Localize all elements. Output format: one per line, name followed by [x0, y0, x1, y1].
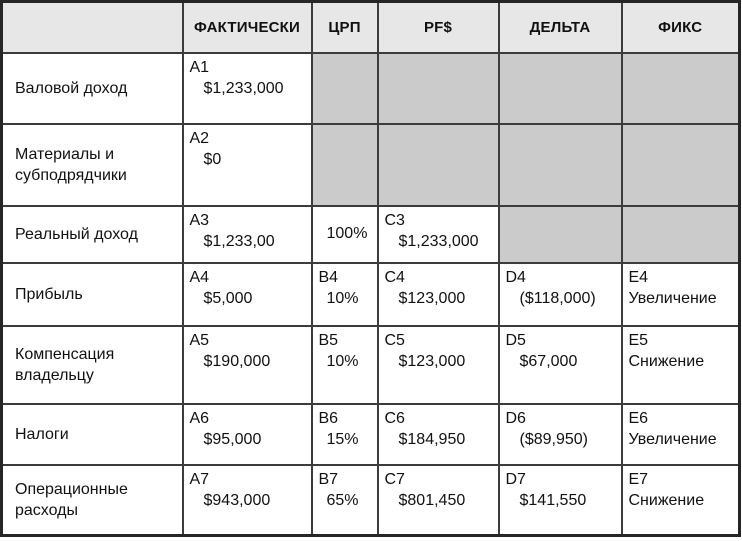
cell-code: A6 [189, 409, 210, 427]
cell-value: $943,000 [203, 491, 271, 509]
table-row [2, 404, 740, 465]
cell-A2 [183, 124, 312, 206]
cell-value: 65% [326, 491, 359, 509]
empty-cell [499, 206, 622, 263]
cell-B4 [312, 263, 378, 326]
cell-A4 [183, 263, 312, 326]
cell-C5 [378, 326, 499, 404]
cell-C7 [378, 465, 499, 536]
cell-code: B5 [318, 331, 339, 349]
cell-code: D4 [505, 268, 526, 286]
cell-C6 [378, 404, 499, 465]
cell-value: 10% [326, 352, 359, 370]
column-header-0 [2, 2, 183, 53]
empty-cell [312, 53, 378, 124]
cell-value: ($89,950) [519, 430, 588, 448]
row-label: Реальный доход [2, 206, 183, 263]
empty-cell [622, 124, 740, 206]
cell-E7 [622, 465, 740, 536]
column-header-3: PF$ [378, 2, 499, 53]
empty-cell [622, 206, 740, 263]
empty-cell [499, 124, 622, 206]
cell-B5 [312, 326, 378, 404]
cell-code: A5 [189, 331, 210, 349]
cell-code: A1 [189, 58, 210, 76]
cell-value: $184,950 [398, 430, 466, 448]
cell-value: $123,000 [398, 289, 466, 307]
column-header-5: ФИКС [622, 2, 740, 53]
empty-cell [499, 53, 622, 124]
cell-code: E7 [628, 470, 649, 488]
table-header [2, 2, 740, 53]
cell-code: B6 [318, 409, 339, 427]
cell-value: $1,233,000 [398, 232, 479, 250]
cell-value: $5,000 [203, 289, 253, 307]
table-row [2, 53, 740, 124]
cell-code: E5 [628, 331, 649, 349]
cell-E4 [622, 263, 740, 326]
cell-code: D6 [505, 409, 526, 427]
cell-A6 [183, 404, 312, 465]
cell-value: 100% [326, 225, 368, 242]
cell-value: Увеличение [628, 289, 717, 307]
row-label: Прибыль [2, 263, 183, 326]
cell-code: E4 [628, 268, 649, 286]
cell-value: $67,000 [519, 352, 578, 370]
cell-value: $1,233,000 [203, 79, 284, 97]
cell-value: $95,000 [203, 430, 262, 448]
header-row [2, 2, 740, 53]
row-label: Валовой доход [2, 53, 183, 124]
cell-value: Увеличение [628, 430, 717, 448]
cell-value: ($118,000) [519, 289, 596, 307]
cell-code: A4 [189, 268, 210, 286]
cell-B7 [312, 465, 378, 536]
table-row [2, 326, 740, 404]
cell-value: $190,000 [203, 352, 271, 370]
cell-E6 [622, 404, 740, 465]
empty-cell [312, 124, 378, 206]
column-header-2: ЦРП [312, 2, 378, 53]
cell-code: D5 [505, 331, 526, 349]
cell-code: E6 [628, 409, 649, 427]
cell-value: Снижение [628, 491, 705, 509]
cell-value: $141,550 [519, 491, 587, 509]
table-row [2, 465, 740, 536]
cell-D5 [499, 326, 622, 404]
cell-D7 [499, 465, 622, 536]
cell-code: C7 [384, 470, 405, 488]
table-body [2, 53, 740, 536]
cell-code: A7 [189, 470, 210, 488]
cell-code: C4 [384, 268, 405, 286]
cell-value: $1,233,00 [203, 232, 275, 250]
empty-cell [622, 53, 740, 124]
cell-value: $0 [203, 150, 222, 168]
cell-code: B7 [318, 470, 339, 488]
cell-value: $123,000 [398, 352, 466, 370]
cell-A3 [183, 206, 312, 263]
table-row [2, 263, 740, 326]
cell-code: A3 [189, 211, 210, 229]
empty-cell [378, 124, 499, 206]
cell-A1 [183, 53, 312, 124]
row-label: Операционные расходы [2, 465, 183, 536]
cell-value: 15% [326, 430, 359, 448]
cell-E5 [622, 326, 740, 404]
cell-code: B4 [318, 268, 339, 286]
cell-code: A2 [189, 129, 210, 147]
row-label: Компенсация владельцу [2, 326, 183, 404]
cell-r2c1 [312, 206, 378, 263]
cell-value: $801,450 [398, 491, 466, 509]
cell-code: C5 [384, 331, 405, 349]
cell-A5 [183, 326, 312, 404]
cell-code: C6 [384, 409, 405, 427]
cell-value: Снижение [628, 352, 705, 370]
cell-C4 [378, 263, 499, 326]
cell-C3 [378, 206, 499, 263]
cell-D4 [499, 263, 622, 326]
cell-B6 [312, 404, 378, 465]
row-label: Налоги [2, 404, 183, 465]
table-row [2, 124, 740, 206]
column-header-4: ДЕЛЬТА [499, 2, 622, 53]
table-row [2, 206, 740, 263]
column-header-1: ФАКТИЧЕСКИ [183, 2, 312, 53]
cell-code: C3 [384, 211, 405, 229]
cell-D6 [499, 404, 622, 465]
empty-cell [378, 53, 499, 124]
row-label: Материалы и субподрядчики [2, 124, 183, 206]
cell-code: D7 [505, 470, 526, 488]
cell-A7 [183, 465, 312, 536]
cell-value: 10% [326, 289, 359, 307]
